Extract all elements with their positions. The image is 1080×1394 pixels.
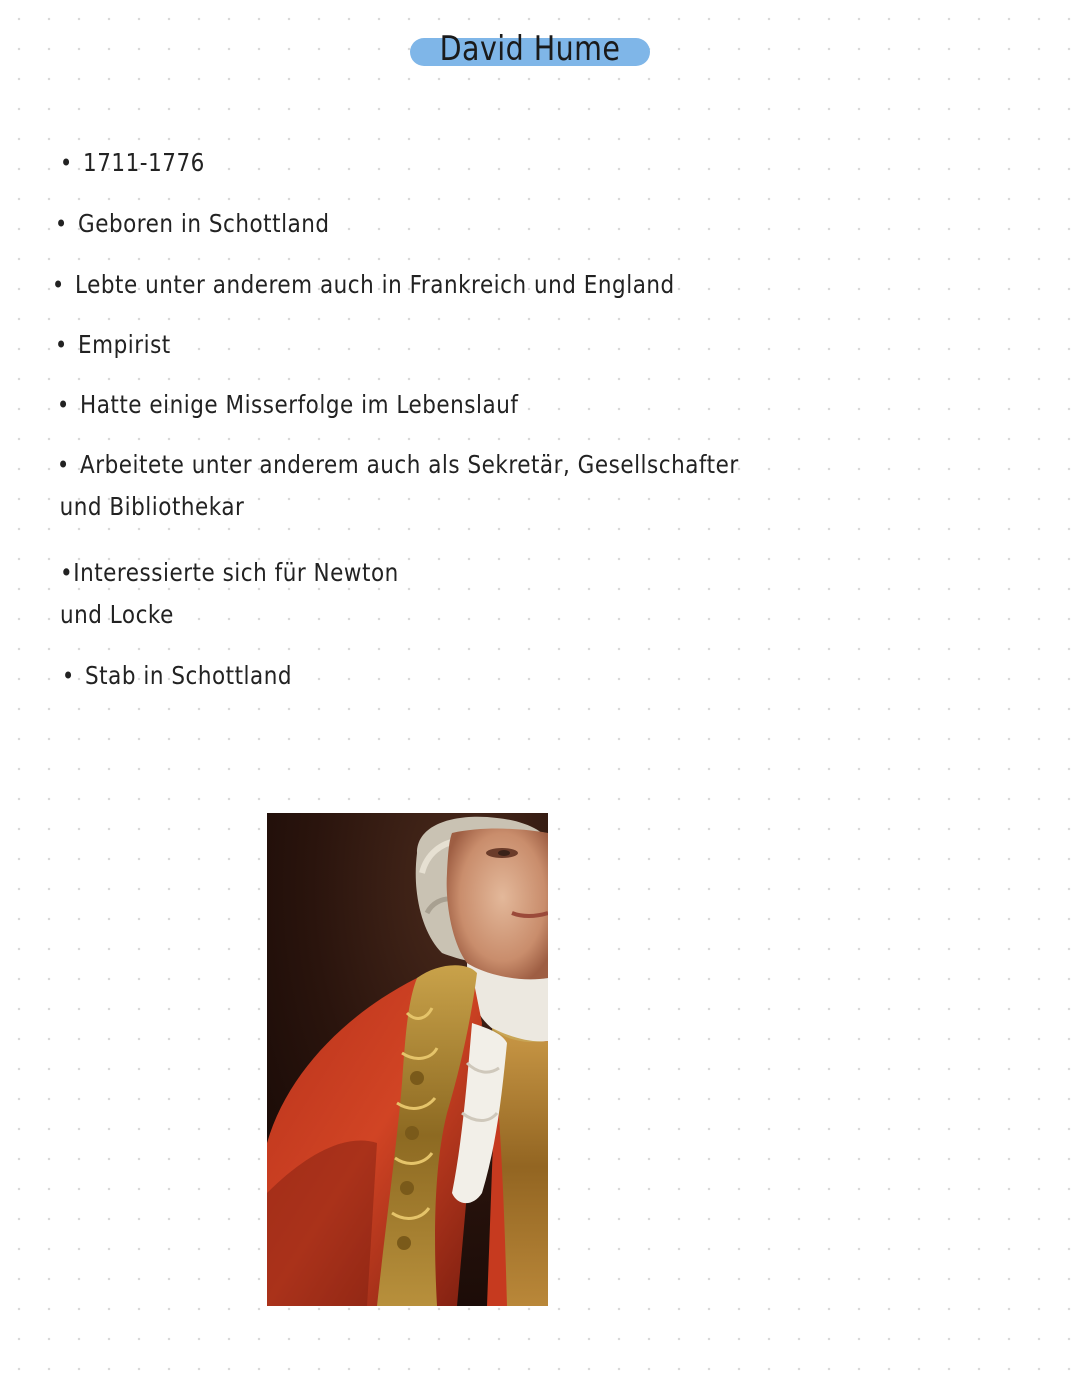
page-title: David Hume [439,29,621,69]
bullet-dot: • [60,149,73,177]
list-item-text-line1: Arbeitete unter anderem auch als Sekretär, Gesellschafter [80,450,739,479]
list-item-dates [60,142,205,184]
list-item-text-line1: Interessierte sich für Newton [73,558,399,587]
portrait-image [267,813,548,1306]
list-item-birthplace [55,203,330,245]
list-item-text-line2: und Locke [60,600,174,629]
list-item-interests [60,552,399,636]
list-item-text: Hatte einige Misserfolge im Lebenslauf [80,390,519,419]
list-item-text-line2: und Bibliothekar [59,492,245,521]
list-item-text: 1711-1776 [83,148,205,177]
title-block [410,28,650,70]
list-item-text: Lebte unter anderem auch in Frankreich und England [75,270,675,299]
bullet-dot: • [62,662,75,690]
list-item-professions [57,444,739,528]
bullet-dot: • [57,451,70,479]
bullet-dot: • [52,271,65,299]
bullet-dot: • [57,391,70,419]
list-item-residences [52,264,675,306]
list-item-text: Empirist [78,330,171,359]
list-item-death [62,655,292,697]
list-item-failures [57,384,518,426]
bullet-dot: • [55,331,68,359]
list-item-text: Stab in Schottland [85,661,293,690]
list-item-text: Geboren in Schottland [78,209,330,238]
list-item-empiricist [55,324,171,366]
bullet-dot: • [60,558,74,587]
bullet-dot: • [55,210,68,238]
